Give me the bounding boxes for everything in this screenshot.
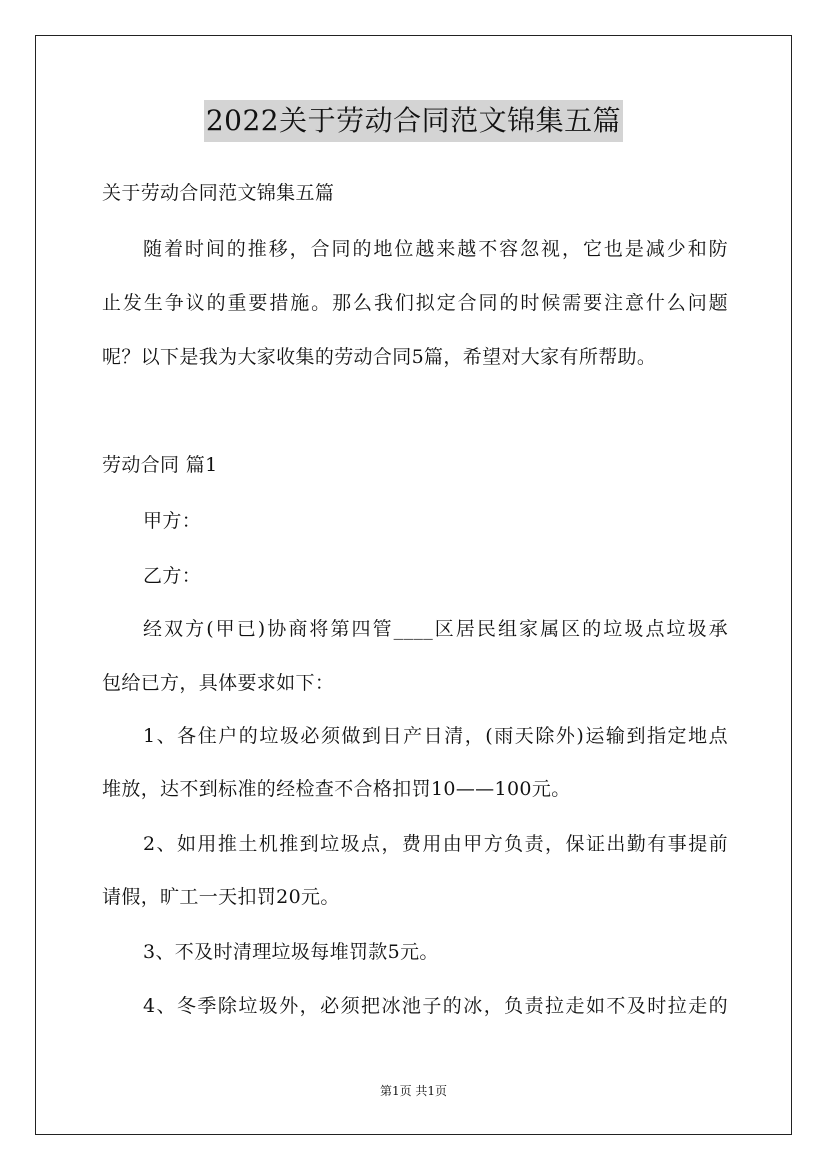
intro-line-1: 随着时间的推移，合同的地位越来越不容忽视，它也是减少和防 [143, 238, 728, 260]
body-line-6: 请假，旷工一天扣罚20元。 [102, 886, 340, 908]
body-line-7: 3、不及时清理垃圾每堆罚款5元。 [143, 941, 439, 963]
body-line-4: 堆放，达不到标准的经检查不合格扣罚10——100元。 [102, 778, 571, 800]
party-b-label: 乙方： [143, 565, 202, 587]
section-heading: 劳动合同 篇1 [102, 454, 218, 476]
body-line-5: 2、如用推土机推到垃圾点，费用由甲方负责，保证出勤有事提前 [143, 833, 728, 855]
body-line-1: 经双方(甲已)协商将第四管____区居民组家属区的垃圾点垃圾承 [143, 618, 728, 640]
intro-line-2: 止发生争议的重要措施。那么我们拟定合同的时候需要注意什么问题 [102, 292, 728, 314]
party-a-label: 甲方： [143, 510, 202, 532]
document-subtitle: 关于劳动合同范文锦集五篇 [102, 182, 335, 204]
intro-line-3: 呢？以下是我为大家收集的劳动合同5篇，希望对大家有所帮助。 [102, 346, 657, 368]
body-line-2: 包给已方，具体要求如下： [102, 672, 335, 694]
page-footer: 第1页 共1页 [379, 1084, 448, 1098]
title-area [0, 100, 827, 142]
body-line-8: 4、冬季除垃圾外，必须把冰池子的冰，负责拉走如不及时拉走的 [143, 995, 728, 1017]
body-line-3: 1、各住户的垃圾必须做到日产日清，(雨天除外)运输到指定地点 [143, 725, 728, 747]
document-title: 2022关于劳动合同范文锦集五篇 [204, 100, 623, 142]
